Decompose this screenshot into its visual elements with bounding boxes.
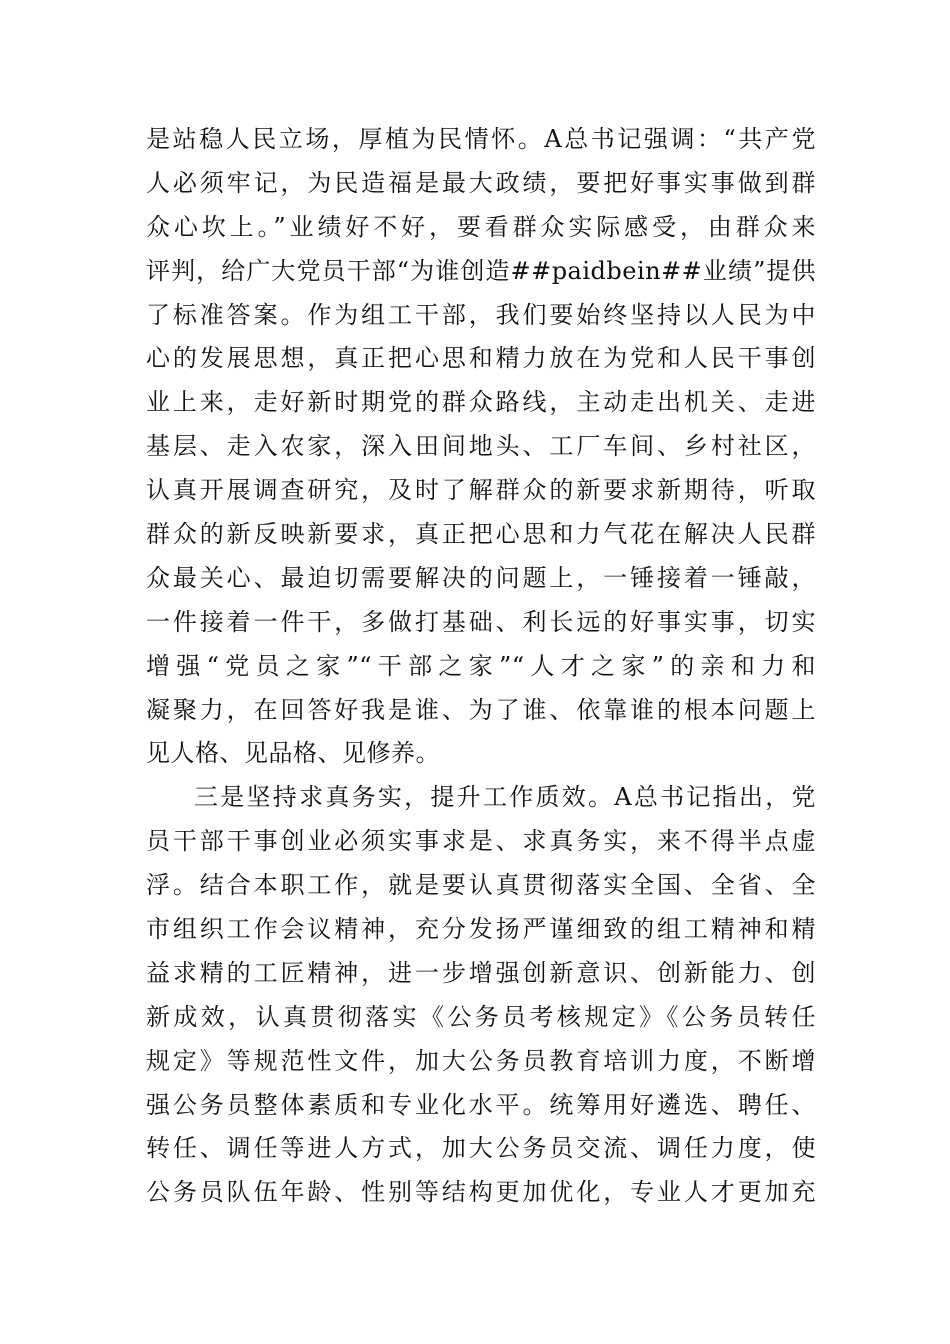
text-line: 新成效，认真贯彻落实《公务员考核规定》《公务员转任 (146, 1002, 816, 1031)
text-line: 规定》等规范性文件，加大公务员教育培训力度，不断增 (146, 1046, 816, 1075)
text-line: 心的发展思想，真正把心思和精力放在为党和人民干事创 (146, 344, 816, 373)
text-line: 业上来，走好新时期党的群众路线，主动走出机关、走进 (146, 388, 816, 417)
text-line: 群众的新反映新要求，真正把心思和力气花在解决人民群 (146, 520, 816, 549)
text-line: 一件接着一件干，多做打基础、利长远的好事实事，切实 (146, 607, 816, 636)
text-line: 评判，给广大党员干部“为谁创造##paidbein##业绩”提供 (146, 256, 816, 285)
text-line: 转任、调任等进人方式，加大公务员交流、调任力度，使 (146, 1134, 816, 1163)
text-line: 了标准答案。作为组工干部，我们要始终坚持以人民为中 (146, 300, 816, 329)
text-line: 众最关心、最迫切需要解决的问题上，一锤接着一锤敲， (146, 563, 816, 592)
text-line: 基层、走入农家，深入田间地头、工厂车间、乡村社区， (146, 432, 816, 461)
paragraph-first-line: 三是坚持求真务实，提升工作质效。A总书记指出，党 (194, 783, 816, 812)
paragraph-end-line: 见人格、见品格、见修养。 (146, 739, 440, 768)
text-line: 强公务员整体素质和专业化水平。统筹用好遴选、聘任、 (146, 1090, 816, 1119)
text-line: 市组织工作会议精神，充分发扬严谨细致的组工精神和精 (146, 915, 816, 944)
text-line: 增强“党员之家”“干部之家”“人才之家”的亲和力和 (146, 651, 816, 680)
text-line: 众心坎上。”业绩好不好，要看群众实际感受，由群众来 (146, 212, 816, 241)
text-line: 是站稳人民立场，厚植为民情怀。A总书记强调：“共产党 (146, 125, 816, 153)
text-line: 员干部干事创业必须实事求是、求真务实，来不得半点虚 (146, 827, 816, 856)
text-line: 浮。结合本职工作，就是要认真贯彻落实全国、全省、全 (146, 871, 816, 900)
body-text (146, 118, 816, 1215)
text-line: 认真开展调查研究，及时了解群众的新要求新期待，听取 (146, 476, 816, 505)
text-line: 人必须牢记，为民造福是最大政绩，要把好事实事做到群 (146, 168, 816, 197)
text-line: 公务员队伍年龄、性别等结构更加优化，专业人才更加充 (146, 1178, 816, 1207)
text-line: 凝聚力，在回答好我是谁、为了谁、依靠谁的根本问题上 (146, 695, 816, 724)
text-line: 益求精的工匠精神，进一步增强创新意识、创新能力、创 (146, 958, 816, 987)
